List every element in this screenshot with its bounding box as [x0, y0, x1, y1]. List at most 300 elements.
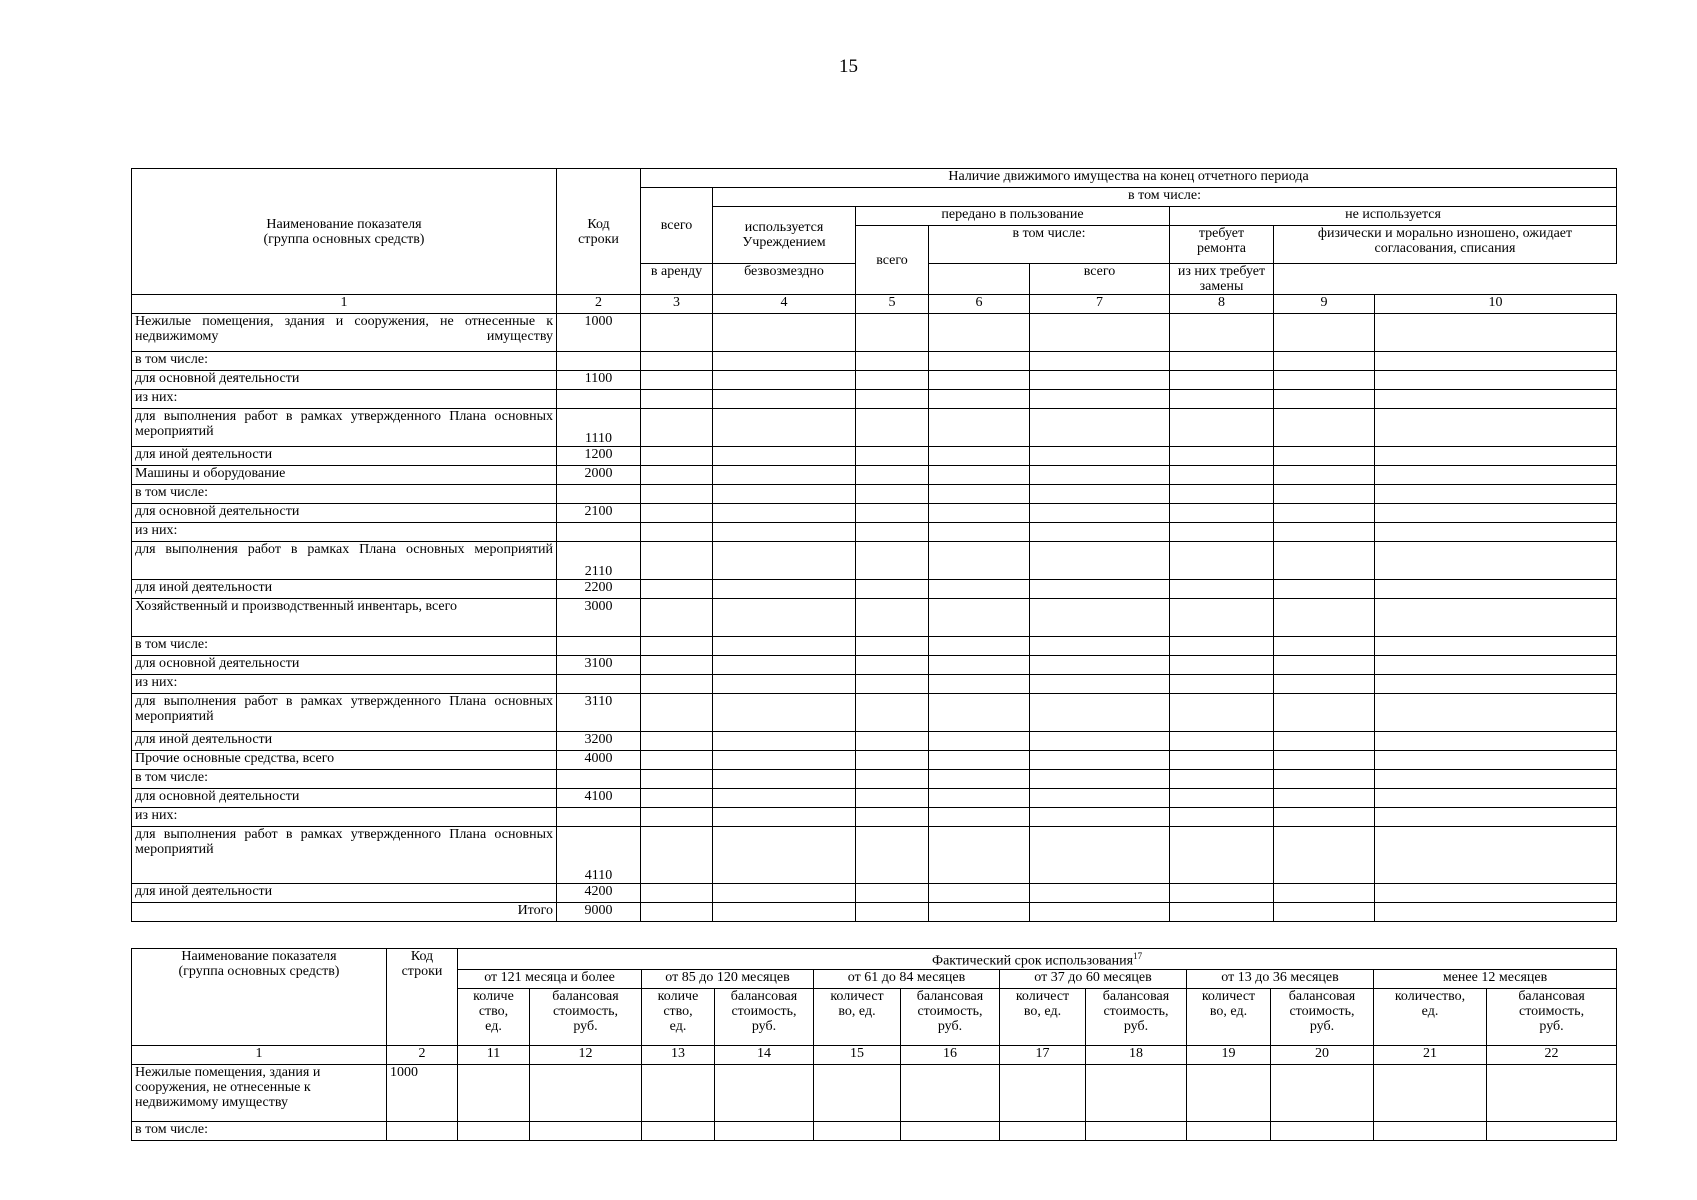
value-cell [1030, 599, 1170, 637]
t2-column-numbers [132, 1045, 1617, 1064]
table-row [132, 675, 1617, 694]
value-cell [1274, 903, 1375, 922]
value-cell [1170, 599, 1274, 637]
table-row [132, 637, 1617, 656]
row-name: для основной деятельности [132, 789, 557, 808]
value-cell [856, 694, 929, 732]
value-cell [929, 447, 1030, 466]
value-cell [1274, 504, 1375, 523]
value-cell [713, 789, 856, 808]
value-cell [641, 580, 713, 599]
sub-header: количест во, ед. [1187, 988, 1271, 1045]
header-transferred-incl: в том числе: [929, 226, 1170, 264]
value-cell [856, 504, 929, 523]
value-cell [641, 732, 713, 751]
value-cell [1274, 770, 1375, 789]
value-cell [1375, 770, 1617, 789]
row-name: для основной деятельности [132, 504, 557, 523]
value-cell [1170, 371, 1274, 390]
row-name: для выполнения работ в рамках утвержденного Плана основных мероприятий [132, 827, 557, 884]
value-cell [642, 1121, 715, 1140]
value-cell [641, 409, 713, 447]
row-code: 3100 [557, 656, 641, 675]
value-cell [856, 770, 929, 789]
value-cell [1030, 352, 1170, 371]
value-cell [856, 580, 929, 599]
table-row [132, 599, 1617, 637]
table-row [132, 751, 1617, 770]
value-cell [856, 903, 929, 922]
value-cell [641, 808, 713, 827]
row-code: 4110 [557, 827, 641, 884]
row-name: в том числе: [132, 352, 557, 371]
value-cell [713, 390, 856, 409]
row-code: 1100 [557, 371, 641, 390]
col-num: 4 [713, 295, 856, 314]
value-cell [856, 523, 929, 542]
value-cell [642, 1064, 715, 1121]
row-code: 3000 [557, 599, 641, 637]
value-cell [713, 466, 856, 485]
table-row [132, 827, 1617, 884]
row-code [387, 1121, 458, 1140]
row-name: в том числе: [132, 637, 557, 656]
value-cell [1170, 580, 1274, 599]
value-cell [1274, 694, 1375, 732]
value-cell [1487, 1064, 1617, 1121]
table-row [132, 694, 1617, 732]
row-code [557, 770, 641, 789]
col-num: 20 [1271, 1045, 1374, 1064]
value-cell [1030, 732, 1170, 751]
col-num: 22 [1487, 1045, 1617, 1064]
t2-header-group: Фактический срок использования$^{17}$ [458, 949, 1617, 970]
period-header: менее 12 месяцев [1374, 969, 1617, 988]
value-cell [929, 485, 1030, 504]
value-cell [1170, 827, 1274, 884]
value-cell [856, 314, 929, 352]
sub-header: количест во, ед. [1000, 988, 1086, 1045]
sub-header: балансовая стоимость, руб. [715, 988, 814, 1045]
value-cell [1274, 466, 1375, 485]
value-cell [1375, 409, 1617, 447]
row-name: для основной деятельности [132, 371, 557, 390]
value-cell [1030, 675, 1170, 694]
value-cell [1375, 751, 1617, 770]
col-num: 13 [642, 1045, 715, 1064]
row-name: Хозяйственный и производственный инвентарь, всего [132, 599, 557, 637]
value-cell [713, 827, 856, 884]
row-code [557, 485, 641, 504]
value-cell [1030, 637, 1170, 656]
value-cell [641, 637, 713, 656]
row-code: 1110 [557, 409, 641, 447]
value-cell [1374, 1064, 1487, 1121]
value-cell [856, 827, 929, 884]
period-header: от 37 до 60 месяцев [1000, 969, 1187, 988]
row-name: для выполнения работ в рамках Плана основных мероприятий [132, 542, 557, 580]
usage-period-table [131, 948, 1617, 1141]
value-cell [530, 1064, 642, 1121]
value-cell [929, 903, 1030, 922]
value-cell [856, 789, 929, 808]
value-cell [1274, 390, 1375, 409]
value-cell [1030, 314, 1170, 352]
sub-header: количест во, ед. [814, 988, 901, 1045]
row-code: 9000 [557, 903, 641, 922]
table-row [132, 314, 1617, 352]
table-row [132, 1121, 1617, 1140]
value-cell [641, 485, 713, 504]
value-cell [1170, 485, 1274, 504]
value-cell [1030, 580, 1170, 599]
value-cell [1274, 523, 1375, 542]
col-num: 11 [458, 1045, 530, 1064]
value-cell [1170, 542, 1274, 580]
value-cell [856, 808, 929, 827]
value-cell [1274, 827, 1375, 884]
value-cell [1274, 675, 1375, 694]
value-cell [1375, 371, 1617, 390]
value-cell [641, 694, 713, 732]
value-cell [1030, 447, 1170, 466]
value-cell [713, 675, 856, 694]
row-name: из них: [132, 808, 557, 827]
row-code: 1000 [387, 1064, 458, 1121]
header-free: безвозмездно [713, 264, 856, 295]
value-cell [1170, 656, 1274, 675]
value-cell [1274, 409, 1375, 447]
header-name: Наименование показателя (группа основных средств) [132, 169, 557, 295]
value-cell [713, 656, 856, 675]
value-cell [1375, 466, 1617, 485]
value-cell [1375, 732, 1617, 751]
value-cell [1375, 314, 1617, 352]
value-cell [1375, 827, 1617, 884]
row-code: 1000 [557, 314, 641, 352]
value-cell [1000, 1064, 1086, 1121]
period-header: от 13 до 36 месяцев [1187, 969, 1374, 988]
col-num: 10 [1375, 295, 1617, 314]
col-num: 2 [387, 1045, 458, 1064]
table-row [132, 580, 1617, 599]
value-cell [929, 751, 1030, 770]
column-numbers [132, 295, 1617, 314]
value-cell [1274, 656, 1375, 675]
value-cell [856, 656, 929, 675]
value-cell [856, 466, 929, 485]
value-cell [1170, 770, 1274, 789]
value-cell [856, 447, 929, 466]
value-cell [1030, 789, 1170, 808]
value-cell [530, 1121, 642, 1140]
value-cell [929, 523, 1030, 542]
value-cell [641, 371, 713, 390]
value-cell [929, 580, 1030, 599]
value-cell [929, 808, 1030, 827]
row-name: Нежилые помещения, здания и сооружения, не отнесенные к недвижимому имуществу [132, 1064, 387, 1121]
table-row [132, 808, 1617, 827]
value-cell [1274, 371, 1375, 390]
value-cell [1274, 599, 1375, 637]
value-cell [856, 352, 929, 371]
row-code [557, 637, 641, 656]
row-code: 4100 [557, 789, 641, 808]
value-cell [856, 371, 929, 390]
value-cell [1170, 884, 1274, 903]
row-name: для выполнения работ в рамках утвержденного Плана основных мероприятий [132, 694, 557, 732]
value-cell [1375, 884, 1617, 903]
value-cell [1000, 1121, 1086, 1140]
value-cell [1170, 314, 1274, 352]
value-cell [713, 637, 856, 656]
value-cell [1274, 314, 1375, 352]
value-cell [856, 884, 929, 903]
value-cell [1030, 808, 1170, 827]
value-cell [641, 390, 713, 409]
sub-header: количе ство, ед. [642, 988, 715, 1045]
row-code: 4000 [557, 751, 641, 770]
col-num: 6 [929, 295, 1030, 314]
value-cell [713, 770, 856, 789]
value-cell [713, 884, 856, 903]
value-cell [901, 1121, 1000, 1140]
row-code: 2100 [557, 504, 641, 523]
value-cell [929, 732, 1030, 751]
value-cell [929, 656, 1030, 675]
value-cell [1274, 542, 1375, 580]
value-cell [713, 542, 856, 580]
value-cell [713, 599, 856, 637]
row-name: Итого [132, 903, 557, 922]
row-name: в том числе: [132, 485, 557, 504]
row-code: 3200 [557, 732, 641, 751]
sub-header: количе ство, ед. [458, 988, 530, 1045]
value-cell [713, 504, 856, 523]
value-cell [929, 789, 1030, 808]
value-cell [713, 371, 856, 390]
header-worn-total: всего [1030, 264, 1170, 295]
header-repair: требует ремонта [1170, 226, 1274, 264]
value-cell [713, 903, 856, 922]
value-cell [1375, 694, 1617, 732]
col-num: 1 [132, 295, 557, 314]
t2-header-name: Наименование показателя (группа основных средств) [132, 949, 387, 1046]
row-name: для выполнения работ в рамках утвержденного Плана основных мероприятий [132, 409, 557, 447]
row-name: Нежилые помещения, здания и сооружения, не отнесенные к недвижимому имуществу [132, 314, 557, 352]
value-cell [641, 466, 713, 485]
value-cell [641, 447, 713, 466]
value-cell [641, 523, 713, 542]
value-cell [1030, 694, 1170, 732]
row-name: для иной деятельности [132, 884, 557, 903]
value-cell [458, 1064, 530, 1121]
value-cell [641, 542, 713, 580]
header-worn: физически и морально изношено, ожидает согласования, списания [1274, 226, 1617, 264]
value-cell [1375, 903, 1617, 922]
value-cell [641, 675, 713, 694]
row-name: из них: [132, 523, 557, 542]
value-cell [1375, 542, 1617, 580]
value-cell [1030, 371, 1170, 390]
value-cell [1274, 808, 1375, 827]
row-code [557, 523, 641, 542]
value-cell [641, 314, 713, 352]
row-code [557, 352, 641, 371]
value-cell [715, 1064, 814, 1121]
col-num: 15 [814, 1045, 901, 1064]
value-cell [1375, 808, 1617, 827]
value-cell [929, 466, 1030, 485]
value-cell [1274, 580, 1375, 599]
value-cell [641, 884, 713, 903]
value-cell [1030, 770, 1170, 789]
value-cell [929, 352, 1030, 371]
sub-header: балансовая стоимость, руб. [901, 988, 1000, 1045]
header-transferred: передано в пользование [856, 207, 1170, 226]
value-cell [929, 504, 1030, 523]
value-cell [641, 751, 713, 770]
value-cell [1030, 504, 1170, 523]
table-row [132, 542, 1617, 580]
row-code: 2200 [557, 580, 641, 599]
value-cell [1170, 694, 1274, 732]
col-num: 8 [1170, 295, 1274, 314]
header-group: Наличие движимого имущества на конец отчетного периода [641, 169, 1617, 188]
value-cell [1170, 447, 1274, 466]
value-cell [1274, 637, 1375, 656]
value-cell [1030, 656, 1170, 675]
value-cell [641, 903, 713, 922]
value-cell [929, 637, 1030, 656]
value-cell [715, 1121, 814, 1140]
value-cell [1030, 827, 1170, 884]
col-num: 7 [1030, 295, 1170, 314]
value-cell [1170, 390, 1274, 409]
table-row [132, 466, 1617, 485]
value-cell [856, 409, 929, 447]
value-cell [713, 732, 856, 751]
value-cell [1375, 656, 1617, 675]
value-cell [713, 314, 856, 352]
value-cell [1170, 466, 1274, 485]
value-cell [1030, 485, 1170, 504]
value-cell [1375, 523, 1617, 542]
value-cell [856, 599, 929, 637]
value-cell [814, 1064, 901, 1121]
col-num: 21 [1374, 1045, 1487, 1064]
table-row [132, 1064, 1617, 1121]
movable-property-table [131, 168, 1617, 922]
value-cell [1375, 390, 1617, 409]
value-cell [1187, 1064, 1271, 1121]
value-cell [1030, 390, 1170, 409]
col-num: 9 [1274, 295, 1375, 314]
sub-header: балансовая стоимость, руб. [1487, 988, 1617, 1045]
row-code [557, 675, 641, 694]
value-cell [1274, 485, 1375, 504]
row-code [557, 808, 641, 827]
value-cell [713, 808, 856, 827]
col-num: 1 [132, 1045, 387, 1064]
value-cell [1030, 884, 1170, 903]
header-transferred-total: всего [856, 226, 929, 295]
value-cell [713, 751, 856, 770]
value-cell [1375, 504, 1617, 523]
table-row [132, 770, 1617, 789]
value-cell [856, 542, 929, 580]
value-cell [713, 352, 856, 371]
value-cell [1274, 884, 1375, 903]
value-cell [856, 675, 929, 694]
value-cell [1030, 409, 1170, 447]
row-name: Прочие основные средства, всего [132, 751, 557, 770]
table-row [132, 390, 1617, 409]
value-cell [1271, 1064, 1374, 1121]
row-name: для основной деятельности [132, 656, 557, 675]
row-name: из них: [132, 675, 557, 694]
header-incl: в том числе: [713, 188, 1617, 207]
table-row [132, 732, 1617, 751]
row-code: 2000 [557, 466, 641, 485]
value-cell [1274, 447, 1375, 466]
value-cell [1375, 637, 1617, 656]
value-cell [1170, 751, 1274, 770]
value-cell [1030, 466, 1170, 485]
value-cell [856, 485, 929, 504]
header-rent: в аренду [641, 264, 713, 295]
row-name: для иной деятельности [132, 732, 557, 751]
value-cell [856, 390, 929, 409]
row-code: 4200 [557, 884, 641, 903]
value-cell [856, 751, 929, 770]
row-name: в том числе: [132, 1121, 387, 1140]
value-cell [1170, 409, 1274, 447]
col-num: 19 [1187, 1045, 1271, 1064]
row-name: для иной деятельности [132, 447, 557, 466]
row-code [557, 390, 641, 409]
value-cell [1086, 1064, 1187, 1121]
row-code: 2110 [557, 542, 641, 580]
value-cell [929, 409, 1030, 447]
value-cell [713, 447, 856, 466]
value-cell [1086, 1121, 1187, 1140]
value-cell [1375, 447, 1617, 466]
value-cell [1170, 352, 1274, 371]
value-cell [1374, 1121, 1487, 1140]
value-cell [713, 409, 856, 447]
value-cell [1170, 903, 1274, 922]
page-number: 15 [839, 56, 858, 77]
value-cell [1375, 485, 1617, 504]
value-cell [929, 770, 1030, 789]
header-replace: из них требует замены [1170, 264, 1274, 295]
value-cell [713, 523, 856, 542]
table-row [132, 903, 1617, 922]
value-cell [713, 694, 856, 732]
value-cell [1170, 504, 1274, 523]
value-cell [929, 314, 1030, 352]
row-name: для иной деятельности [132, 580, 557, 599]
col-num: 18 [1086, 1045, 1187, 1064]
row-name: Машины и оборудование [132, 466, 557, 485]
value-cell [1030, 903, 1170, 922]
value-cell [1487, 1121, 1617, 1140]
value-cell [641, 656, 713, 675]
footnote-ref: 17 [1133, 951, 1143, 961]
value-cell [929, 884, 1030, 903]
value-cell [1030, 523, 1170, 542]
